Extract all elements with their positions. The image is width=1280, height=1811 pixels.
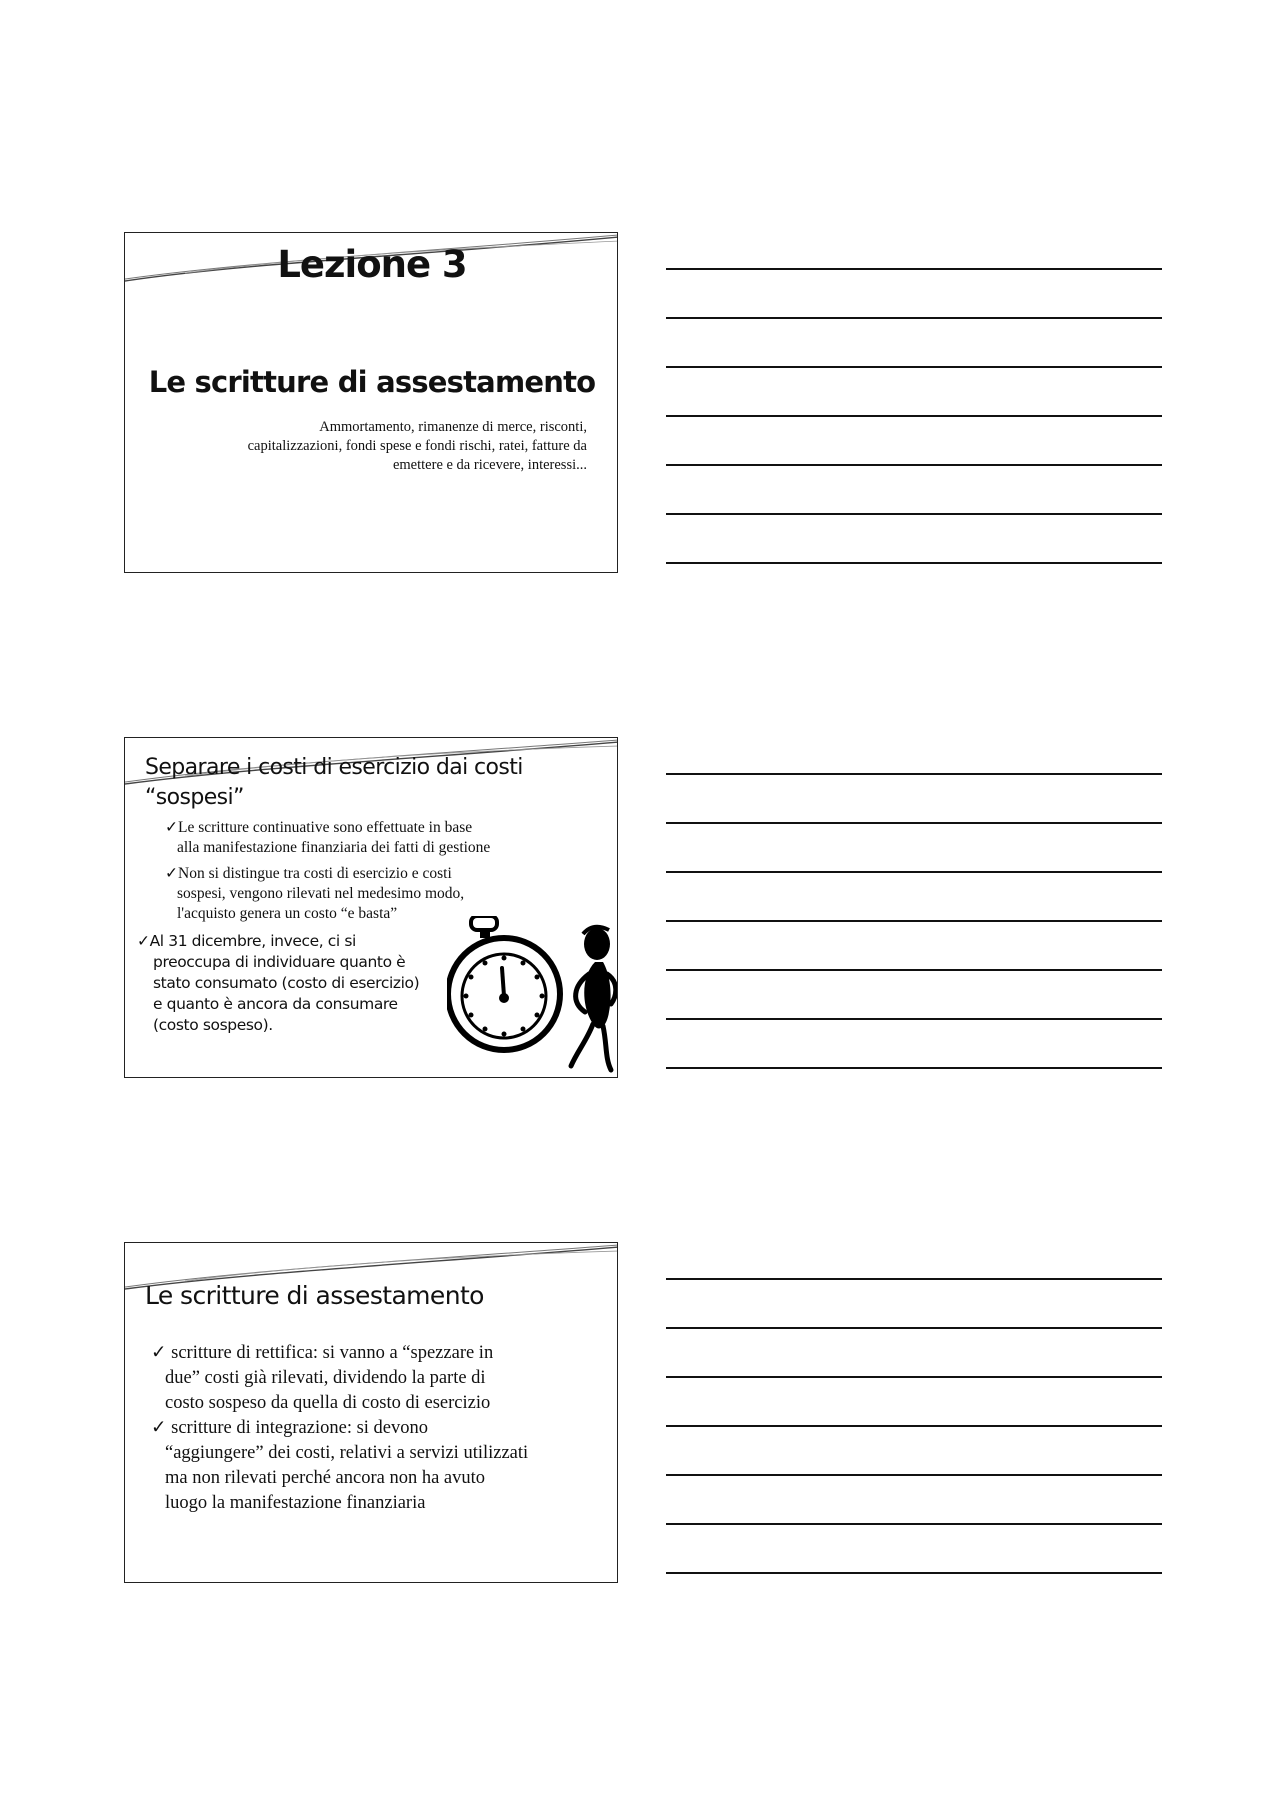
note-line	[666, 920, 1162, 922]
description-line: emettere e da ricevere, interessi...	[392, 457, 587, 473]
check-icon: ✓	[151, 1343, 167, 1363]
note-line	[666, 1018, 1162, 1020]
slide-title: Le scritture di assestamento	[145, 1281, 484, 1310]
bullet-line: ma non rilevati perché ancora non ha avuto	[165, 1468, 486, 1488]
title-line: Separare i costi di esercizio dai costi	[145, 755, 523, 780]
bullet-line: l'acquisto genera un costo “e basta”	[177, 905, 398, 922]
slide-title: Lezione 3	[277, 243, 467, 286]
bullet-line: luogo la manifestazione finanziaria	[165, 1493, 426, 1513]
bullet-line: due” costi già rilevati, dividendo la parte di	[165, 1368, 486, 1388]
sub-bullet	[165, 818, 585, 858]
bullet-line: scritture di integrazione: si devono	[171, 1418, 429, 1438]
note-line	[666, 1376, 1162, 1378]
stopwatch-and-figure-icon	[447, 916, 617, 1076]
sub-bullet	[165, 864, 585, 924]
slide-1	[124, 232, 618, 573]
description-line: capitalizzazioni, fondi spese e fondi rischi, ratei, fatture da	[247, 438, 587, 454]
note-line	[666, 1572, 1162, 1574]
slide-subtitle: Le scritture di assestamento	[148, 365, 596, 399]
bullet-line: stato consumato (costo di esercizio)	[153, 974, 420, 992]
check-icon: ✓	[165, 819, 178, 836]
note-line	[666, 464, 1162, 466]
bullet-line: costo sospeso da quella di costo di esercizio	[165, 1393, 491, 1413]
check-icon: ✓	[165, 865, 178, 882]
bullet-line: alla manifestazione finanziaria dei fatti di gestione	[177, 839, 491, 856]
note-line	[666, 1425, 1162, 1427]
bullet-line: scritture di rettifica: si vanno a “spezzare in	[171, 1343, 494, 1363]
note-line	[666, 969, 1162, 971]
note-line	[666, 366, 1162, 368]
note-line	[666, 773, 1162, 775]
bullet-line: (costo sospeso).	[153, 1016, 273, 1034]
note-line	[666, 562, 1162, 564]
note-line	[666, 1523, 1162, 1525]
main-bullet	[137, 931, 437, 1036]
bullet-line: Le scritture continuative sono effettuate in base	[178, 819, 473, 836]
note-line	[666, 1327, 1162, 1329]
bullet-line: “aggiungere” dei costi, relativi a servizi utilizzati	[165, 1443, 529, 1463]
slide-description	[147, 418, 587, 475]
note-line	[666, 317, 1162, 319]
bullet-line: Al 31 dicembre, invece, ci si	[149, 932, 356, 950]
note-line	[666, 1278, 1162, 1280]
slide-title	[145, 753, 585, 813]
description-line: Ammortamento, rimanenze di merce, risconti,	[319, 419, 587, 435]
note-line	[666, 513, 1162, 515]
slide-2	[124, 737, 618, 1078]
bullet	[151, 1416, 601, 1516]
note-line	[666, 1474, 1162, 1476]
bullet-line: Non si distingue tra costi di esercizio e costi	[178, 865, 452, 882]
bullet-line: sospesi, vengono rilevati nel medesimo modo,	[177, 885, 465, 902]
bullet	[151, 1341, 601, 1416]
title-line: “sospesi”	[145, 785, 244, 810]
note-line	[666, 822, 1162, 824]
check-icon: ✓	[137, 932, 150, 950]
bullet-line: preoccupa di individuare quanto è	[153, 953, 406, 971]
note-line	[666, 1067, 1162, 1069]
check-icon: ✓	[151, 1418, 167, 1438]
note-line	[666, 871, 1162, 873]
note-line	[666, 268, 1162, 270]
bullet-line: e quanto è ancora da consumare	[153, 995, 398, 1013]
note-line	[666, 415, 1162, 417]
slide-3	[124, 1242, 618, 1583]
